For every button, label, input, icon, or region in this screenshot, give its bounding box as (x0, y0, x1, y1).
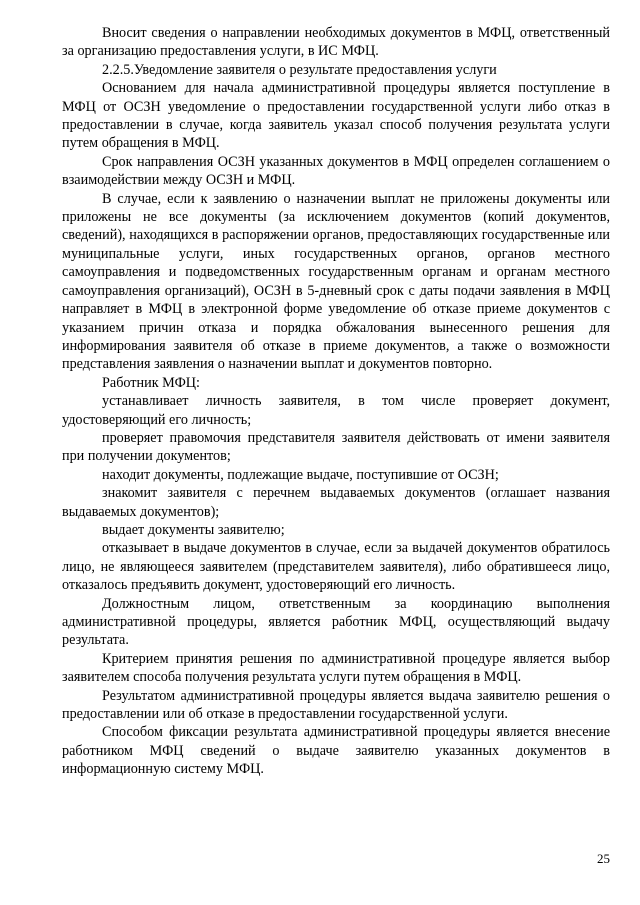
paragraph-fixation: Способом фиксации результата административной процедуры является внесение работником МФЦ сведений о выдаче заявителю указанных документов в информационную систему МФЦ. (62, 724, 610, 778)
paragraph-result: Результатом административной процедуры является выдача заявителю решения о предоставлении или об отказе в предоставлении государственной услуги. (62, 687, 610, 723)
paragraph-mfc-info: Вносит сведения о направлении необходимых документов в МФЦ, ответственный за организацию предоставления услуги, в ИС МФЦ. (62, 25, 610, 60)
list-item-issue: выдает документы заявителю; (102, 521, 285, 538)
paragraph-criterion: Критерием принятия решения по административной процедуре является выбор заявителем способа получения результата услуги путем обращения в МФЦ. (62, 650, 610, 686)
section-heading-2-2-5: 2.2.5.Уведомление заявителя о результате предоставления услуги (102, 61, 497, 78)
paragraph-refusal-case: В случае, если к заявлению о назначении выплат не приложены документы или приложены не все документы (за исключением документов (копий документов, сведений), находящихся в распоряжении органов, предоставляющих государственные или муниципальные услуги, иных государственных органов, органов местного самоуправления и подведомственных государственным органам и органам местного самоуправления организаций), ОСЗН в 5-дневный срок с даты подачи заявления в МФЦ направляет в МФЦ в электронной форме уведомление об отказе приеме документов с указанием причин отказа и порядка обжалования вынесенного решения для информирования заявителя об отказе в приеме документов, а также о возможности представления заявления о назначении выплат и документов повторно. (62, 190, 610, 373)
document-page (62, 24, 610, 779)
paragraph-responsible: Должностным лицом, ответственным за координацию выполнения административной процедуры, является работник МФЦ, осуществляющий выдачу результата. (62, 595, 610, 649)
page-number: 25 (597, 851, 610, 866)
list-item-authority: проверяет правомочия представителя заявителя действовать от имени заявителя при получении документов; (62, 429, 610, 465)
list-item-find-documents: находит документы, подлежащие выдаче, поступившие от ОСЗН; (102, 466, 499, 483)
list-item-familiarize: знакомит заявителя с перечнем выдаваемых документов (оглашает названия выдаваемых документов); (62, 485, 610, 520)
paragraph-mfc-worker: Работник МФЦ: (102, 374, 200, 391)
list-item-identity: устанавливает личность заявителя, в том числе проверяет документ, удостоверяющий его личность; (62, 393, 610, 428)
paragraph-basis: Основанием для начала административной процедуры является поступление в МФЦ от ОСЗН уведомление о предоставлении государственной услуги либо отказ в предоставлении в случае, когда заявитель указал способ получения результата услуги путем обращения в МФЦ. (62, 80, 610, 152)
paragraph-deadline: Срок направления ОСЗН указанных документов в МФЦ определен соглашением о взаимодействии между ОСЗН и МФЦ. (62, 153, 610, 189)
list-item-refuse: отказывает в выдаче документов в случае, если за выдачей документов обратилось лицо, не являющееся заявителем (представителем заявителя), либо обратившееся лицо, отказалось предъявить документ, удостоверяющий его личность. (62, 540, 610, 594)
